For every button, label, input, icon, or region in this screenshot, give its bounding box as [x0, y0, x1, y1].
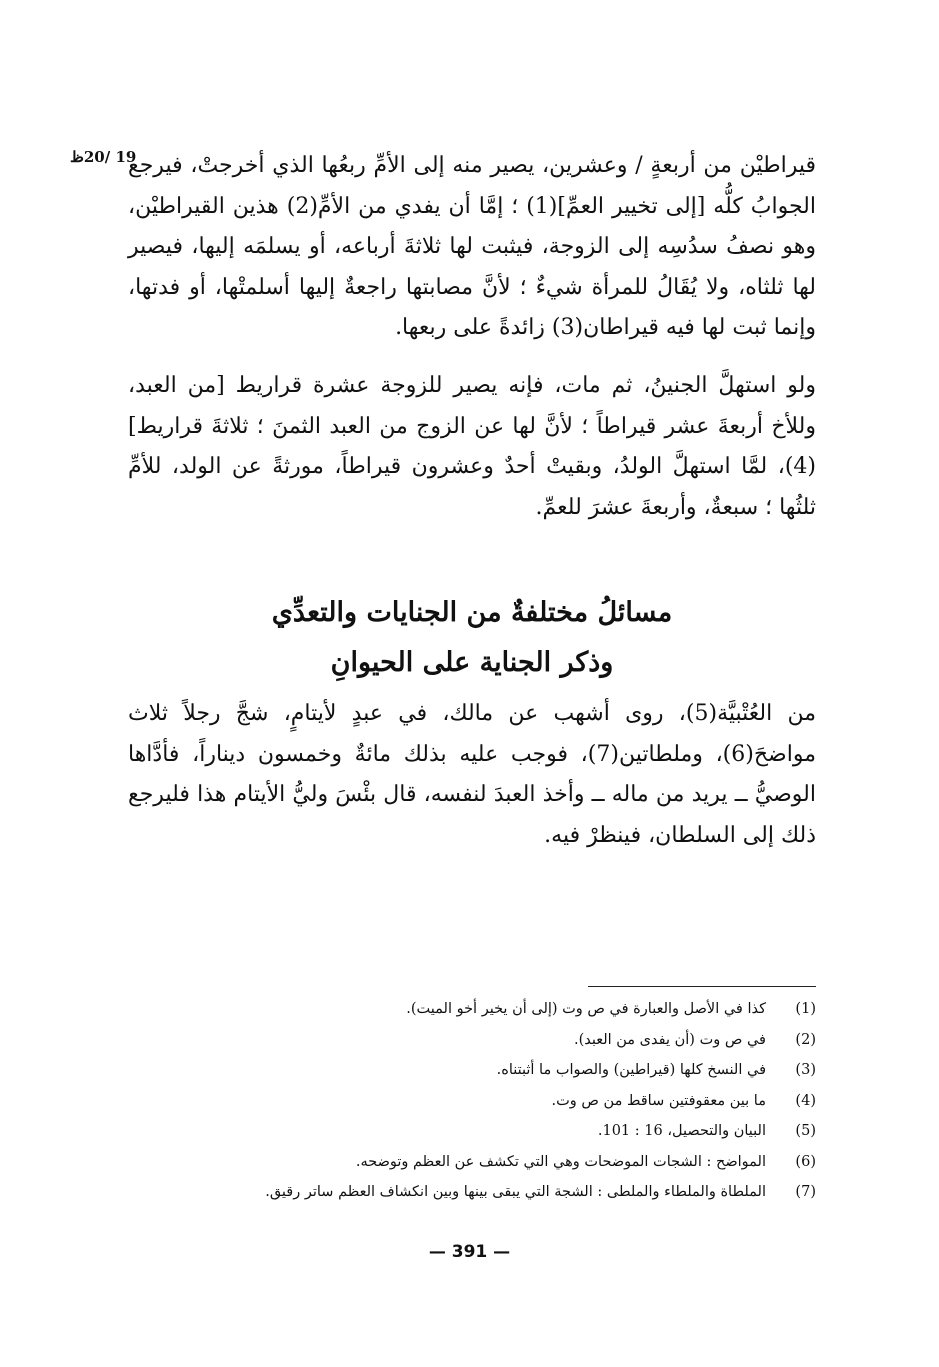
paragraph-3: من العُتْبيَّة(5)، روى أشهب عن مالك، في عبدٍ لأيتامٍ، شجَّ رجلاً ثلاث مواضحَ(6)، وملطاتين(7)، فوجب عليه بذلك مائةٌ وخمسون ديناراً، فأدَّاها الوصيُّ ــ يريد من ماله ــ وأخذ العبدَ لنفسه، قال بئْسَ وليُّ الأيتام هذا فليرجع ذلك إلى السلطان، فينظرْ فيه.	[128, 701, 816, 848]
footnote-number: (4)	[795, 1092, 816, 1109]
footnote-number: (3)	[795, 1062, 816, 1078]
section-heading-line-2: وذكر الجناية على الحيوانِ	[330, 647, 614, 678]
footnote-text: البيان والتحصيل، 16 : 101.	[597, 1123, 766, 1139]
margin-folio-note: 19 /20ظ	[70, 148, 137, 166]
footnote-text: في ص وت (أن يفدى من العبد).	[573, 1031, 766, 1048]
footnote-number: (7)	[795, 1184, 816, 1200]
footnote-number: (2)	[795, 1031, 816, 1048]
footnote-number: (1)	[795, 1001, 816, 1017]
footnote-text: المواضح : الشجات الموضحات وهي التي تكشف عن العظم وتوضحه.	[355, 1153, 766, 1170]
footnote-2	[200, 1025, 816, 1056]
paragraph-1: قيراطيْن من أربعةٍ / وعشرين، يصير منه إلى الأمِّ ربعُها الذي أخرجتْ، فيرجع الجوابُ كلُّه [إلى تخيير العمِّ](1) ؛ إمَّا أن يفدي من الأمِّ(2) هذين القيراطيْن، وهو نصفُ سدُسِه إلى الزوجة، فيثبت لها ثلاثةَ أرباعه، أو يسلمَه إليها، فيصير لها ثلثاه، ولا يُقَالُ للمرأة شيءٌ ؛ لأنَّ مصابتها راجعةٌ إليها أسلمتْها، أو فدتها، وإنما ثبت لها فيه قيراطان(3) زائدةً على ربعها.	[128, 153, 816, 340]
footnote-text: في النسخ كلها (قيراطين) والصواب ما أثبتناه.	[496, 1062, 766, 1078]
footnote-number: (6)	[795, 1153, 816, 1170]
footnote-4	[200, 1086, 816, 1117]
section-heading-line-1: مسائلُ مختلفةٌ من الجنايات والتعدِّي	[271, 597, 673, 628]
footnote-separator	[588, 986, 816, 987]
footnote-number: (5)	[795, 1123, 816, 1139]
footnote-7	[200, 1177, 816, 1208]
footnotes	[200, 994, 816, 1208]
footnote-1	[200, 994, 816, 1025]
paragraph-2: ولو استهلَّ الجنينُ، ثم مات، فإنه يصير للزوجة عشرة قراريط [من العبد، وللأخ أربعةَ عشر قيراطاً ؛ لأنَّ لها عن الزوج من العبد الثمنَ ؛ ثلاثةَ قراريط](4)، لمَّا استهلَّ الولدُ، وبقيتْ أحدٌ وعشرون قيراطاً، مورثةً عن الولد، للأمِّ ثلثُها ؛ سبعةٌ، وأربعةَ عشرَ للعمِّ.	[128, 373, 816, 520]
footnote-text: كذا في الأصل والعبارة في ص وت (إلى أن يخير أخو الميت).	[406, 1001, 766, 1017]
footnote-6	[200, 1147, 816, 1178]
footnote-text: الملطاة والملطاء والملطى : الشجة التي يبقى بينها وبين انكشاف العظم ساتر رقيق.	[265, 1184, 766, 1200]
section-heading	[128, 588, 816, 688]
footnote-5	[200, 1116, 816, 1147]
footnote-text: ما بين معقوفتين ساقط من ص وت.	[551, 1092, 766, 1109]
footnote-3	[200, 1055, 816, 1086]
page-number: — 391 —	[428, 1242, 511, 1262]
